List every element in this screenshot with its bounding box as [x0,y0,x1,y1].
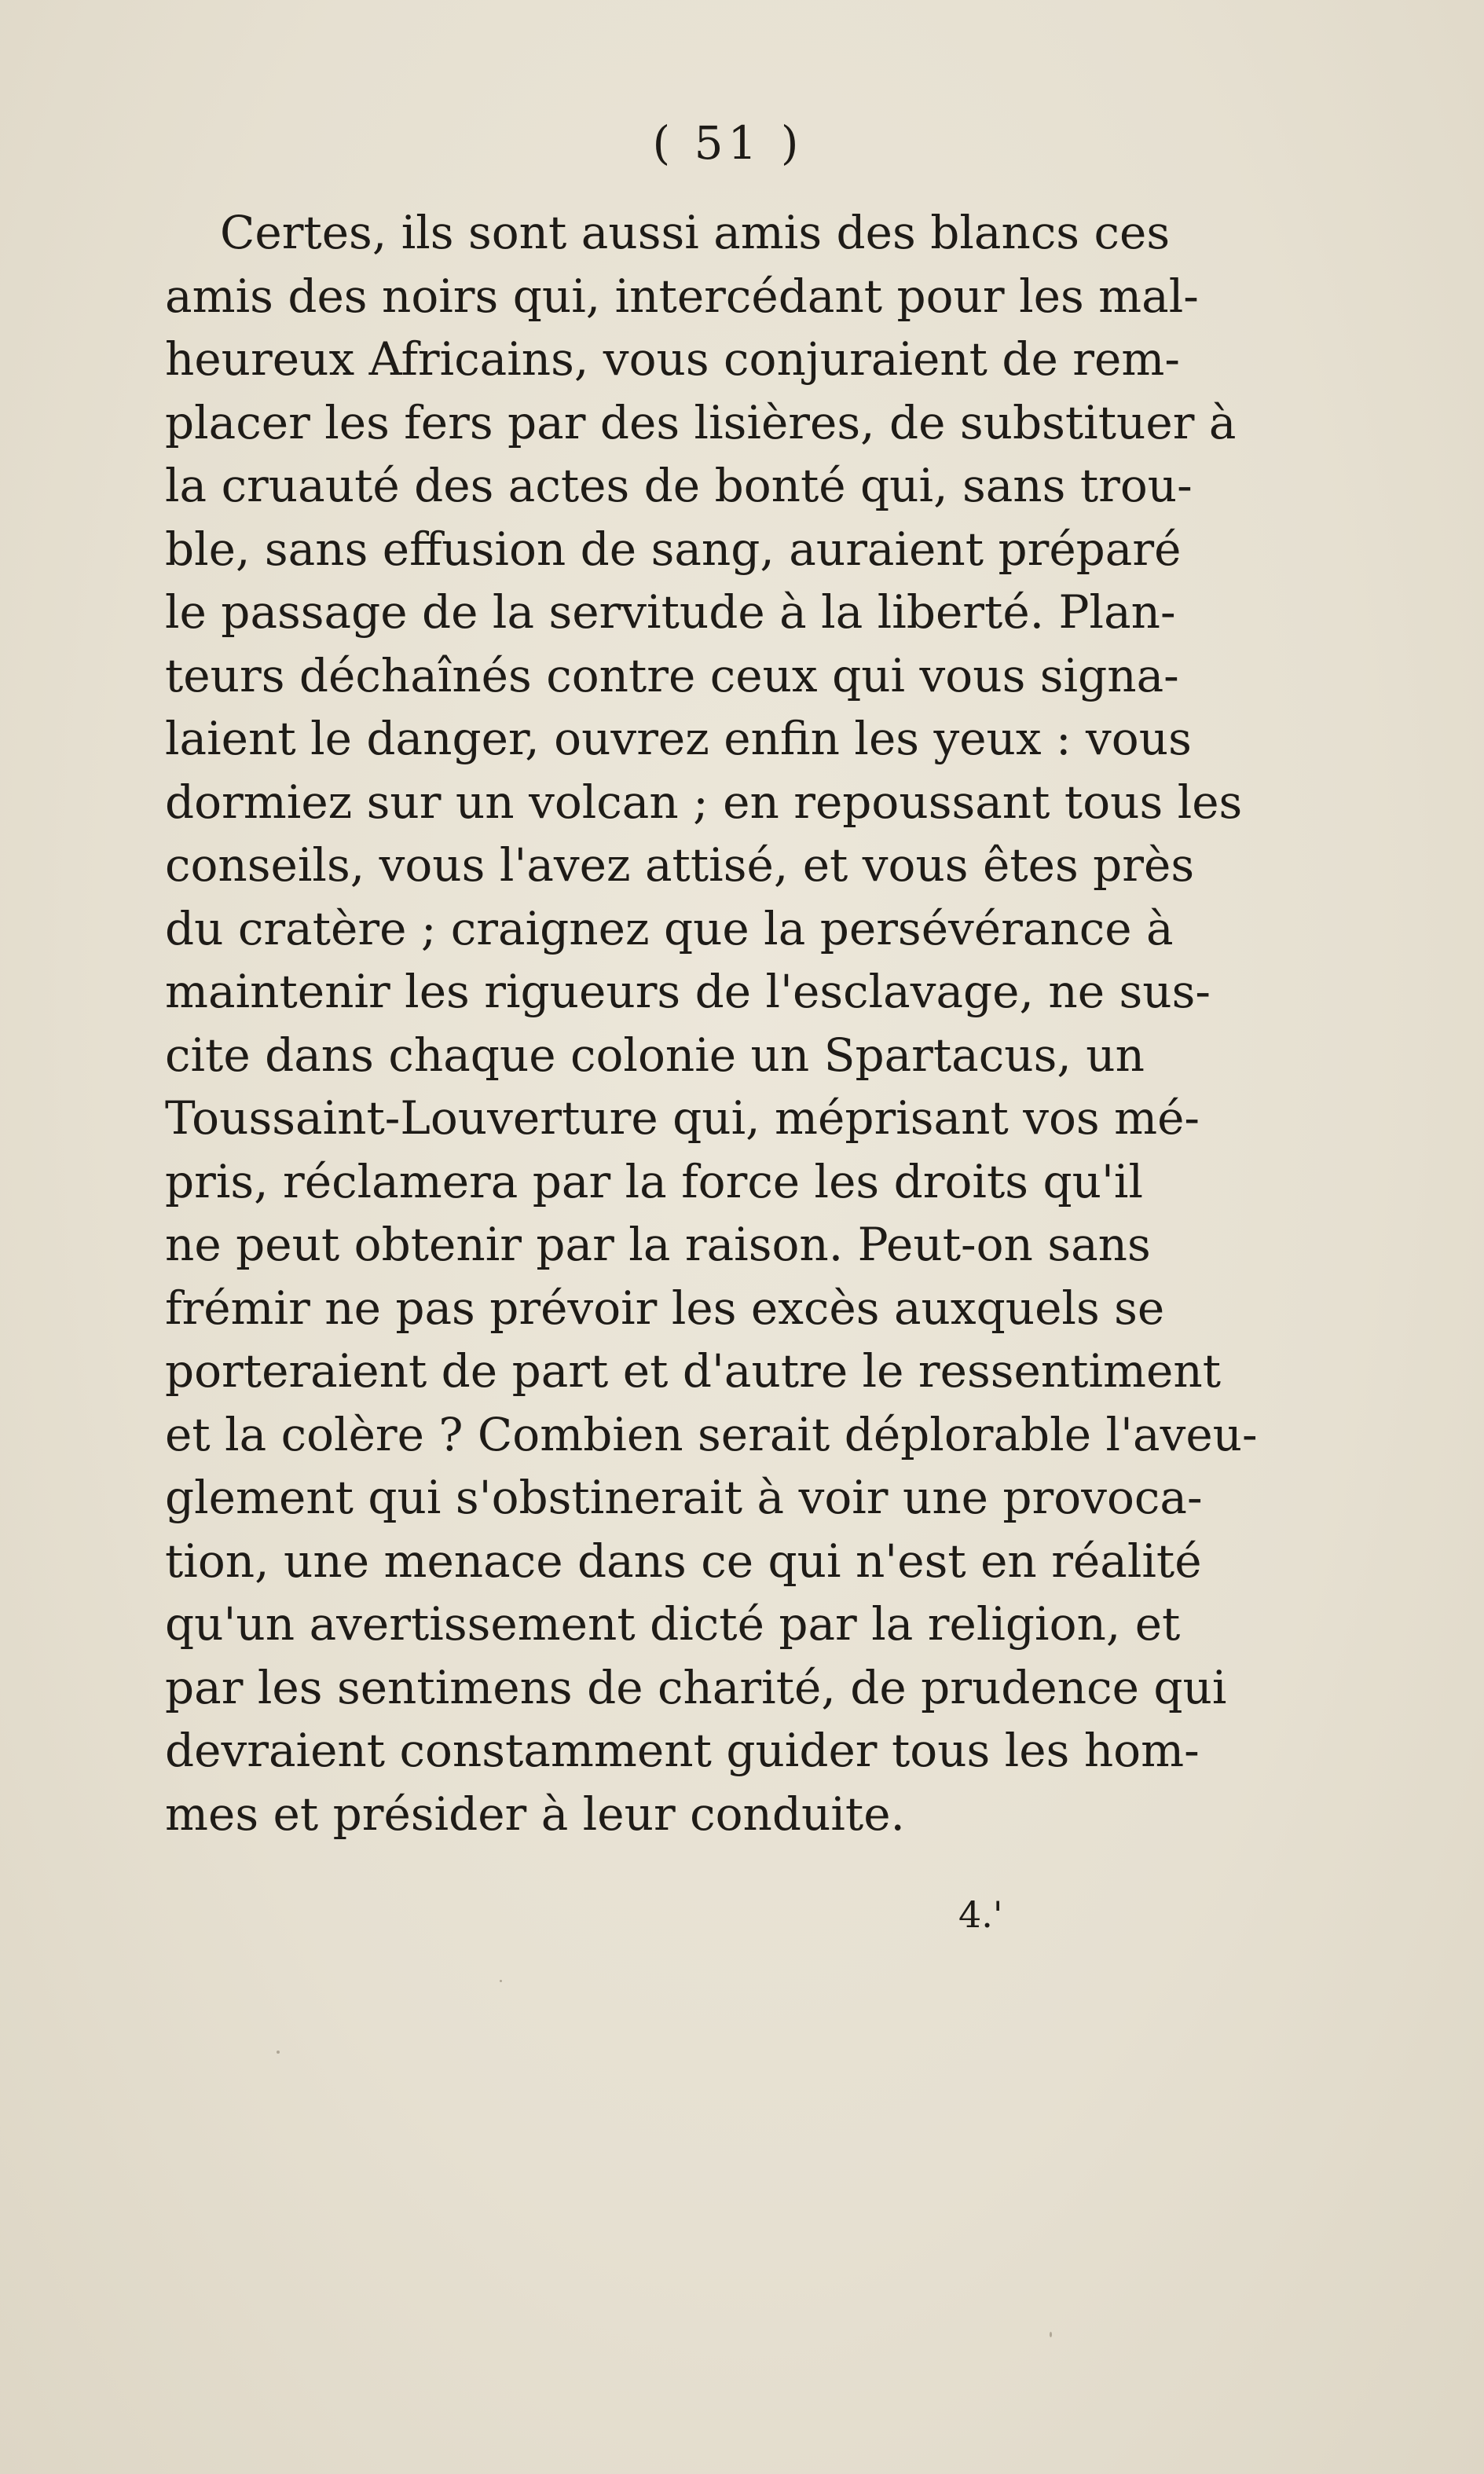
text-line: la cruauté des actes de bonté qui, sans trou- [165,459,1193,512]
text-line: teurs déchaînés contre ceux qui vous signa- [165,648,1179,702]
text-line: pris, réclamera par la force les droits qu'il [165,1154,1143,1208]
text-line: tion, une menace dans ce qui n'est en réalité [165,1534,1202,1588]
text-line: laient le danger, ouvrez enfin les yeux : vous [165,712,1192,765]
page-number: ( 51 ) [652,116,804,170]
text-line: ble, sans effusion de sang, auraient préparé [165,522,1182,576]
text-line: qu'un avertissement dicté par la religion, et [165,1597,1181,1651]
text-line: glement qui s'obstinerait à voir une provoca- [165,1471,1203,1524]
text-line: conseils, vous l'avez attisé, et vous êtes près [165,838,1195,892]
text-line: le passage de la servitude à la liberté. Plan- [165,585,1176,639]
text-line: Toussaint-Louverture qui, méprisant vos mé- [165,1091,1200,1145]
text-line: maintenir les rigueurs de l'esclavage, ne sus- [165,965,1211,1018]
text-line: du cratère ; craignez que la persévérance à [165,901,1174,955]
text-line: dormiez sur un volcan ; en repoussant tous les [165,775,1243,829]
paper-speck [277,2051,280,2054]
text-line: cite dans chaque colonie un Spartacus, un [165,1028,1145,1082]
text-line: et la colère ? Combien serait déplorable l'aveu- [165,1407,1258,1461]
text-line: mes et présider à leur conduite. [165,1787,905,1841]
text-line: porteraient de part et d'autre le ressentiment [165,1344,1222,1398]
text-line: Certes, ils sont aussi amis des blancs ces [220,206,1171,259]
text-line: placer les fers par des lisières, de substituer à [165,395,1237,449]
text-line: ne peut obtenir par la raison. Peut-on sans [165,1218,1151,1271]
paper-speck [500,1980,502,1982]
text-line: frémir ne pas prévoir les excès auxquels se [165,1281,1165,1335]
body-text [165,201,1258,1845]
text-line: par les sentimens de charité, de prudence qui [165,1660,1227,1714]
text-line: amis des noirs qui, intercédant pour les mal- [165,269,1199,323]
paper-speck [1050,2332,1052,2337]
signature-mark: 4.' [958,1893,1003,1936]
text-line: devraient constamment guider tous les hom- [165,1724,1200,1777]
text-line: heureux Africains, vous conjuraient de rem- [165,332,1180,386]
